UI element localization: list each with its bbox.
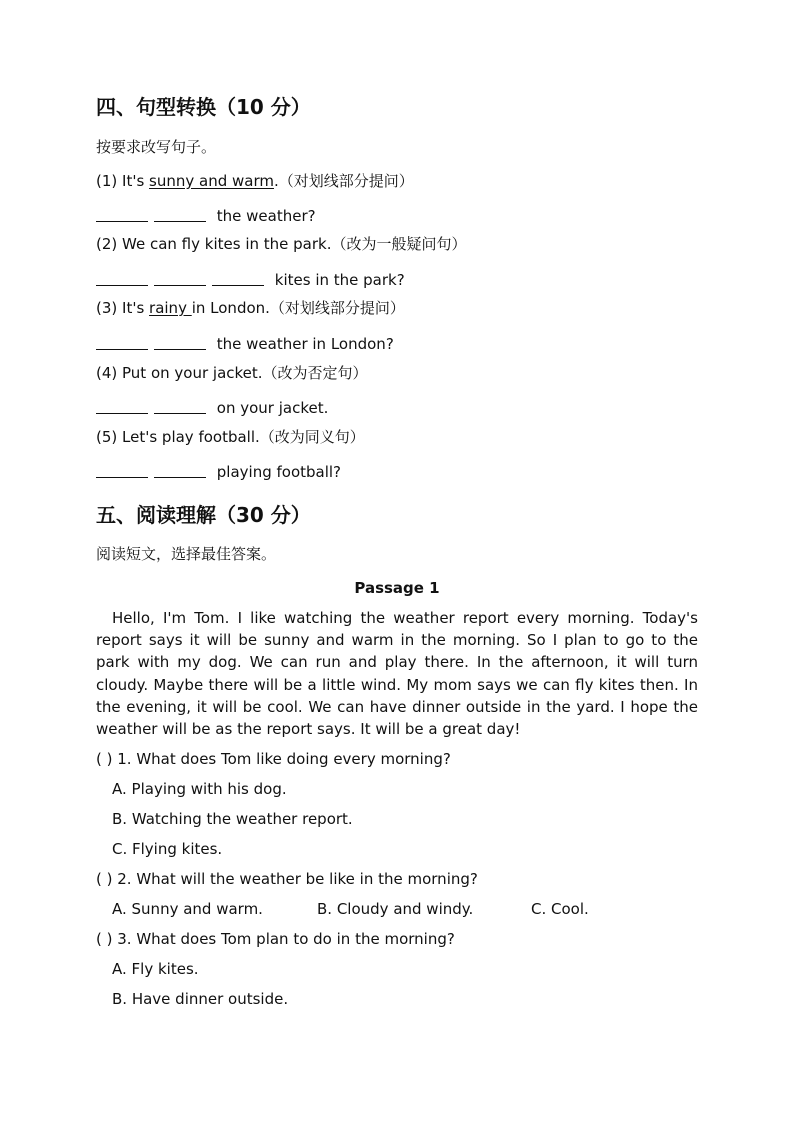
answer-1-text: the weather?: [212, 207, 316, 225]
section-5-instruction: 阅读短文，选择最佳答案。: [96, 545, 277, 563]
question-5: (5) Let's play football.（改为同义句）: [96, 428, 365, 446]
mc-option[interactable]: C. Flying kites.: [112, 840, 223, 858]
question-1-underlined: sunny and warm: [149, 172, 274, 190]
question-4: (4) Put on your jacket.（改为否定句）: [96, 364, 368, 382]
mc-question-2: ( ) 2. What will the weather be like in the morning?: [96, 870, 478, 888]
answer-line-5: [96, 462, 341, 482]
mc-option[interactable]: C. Cool.: [531, 900, 589, 918]
section-5-heading: 五、阅读理解（30 分）: [96, 503, 311, 527]
answer-line-3: [96, 334, 394, 354]
answer-2-text: kites in the park?: [270, 271, 405, 289]
question-1-pre: (1) It's: [96, 172, 150, 190]
question-2: (2) We can fly kites in the park.（改为一般疑问句）: [96, 235, 467, 253]
answer-line-1: [96, 206, 316, 226]
answer-blank[interactable]: [96, 399, 148, 414]
answer-blank[interactable]: [154, 271, 206, 286]
mc-option[interactable]: B. Have dinner outside.: [112, 990, 289, 1008]
answer-blank[interactable]: [154, 399, 206, 414]
answer-blank[interactable]: [96, 271, 148, 286]
answer-blank[interactable]: [96, 463, 148, 478]
mc-option[interactable]: B. Cloudy and windy.: [317, 900, 474, 918]
answer-4-text: on your jacket.: [212, 399, 329, 417]
passage-title: Passage 1: [354, 579, 440, 597]
section-4-heading: 四、句型转换（10 分）: [96, 95, 311, 119]
question-3-underlined: rainy: [149, 299, 192, 317]
mc-question-3: ( ) 3. What does Tom plan to do in the morning?: [96, 930, 455, 948]
answer-blank[interactable]: [212, 271, 264, 286]
question-1-post: .（对划线部分提问）: [273, 172, 414, 190]
passage-text: Hello, I'm Tom. I like watching the weather report every morning. Today's report says it will be sunny and warm in the morning. So I plan to go to the park with my dog. We can run and play there. In the afternoon, it will turn cloudy. Maybe there will be a little wind. My mom says we can fly kites then. In the evening, it will be cool. We can have dinner outside in the yard. I hope the weather will be as the report says. It will be a great day!: [96, 609, 698, 739]
question-3: [96, 298, 405, 318]
mc-option[interactable]: B. Watching the weather report.: [112, 810, 353, 828]
mc-option[interactable]: A. Fly kites.: [112, 960, 199, 978]
mc-question-1: ( ) 1. What does Tom like doing every morning?: [96, 750, 451, 768]
answer-blank[interactable]: [154, 207, 206, 222]
answer-5-text: playing football?: [212, 463, 342, 481]
answer-blank[interactable]: [96, 335, 148, 350]
question-1: [96, 171, 414, 191]
answer-blank[interactable]: [96, 207, 148, 222]
answer-blank[interactable]: [154, 463, 206, 478]
mc-option[interactable]: A. Sunny and warm.: [112, 900, 263, 918]
mc-option[interactable]: A. Playing with his dog.: [112, 780, 287, 798]
question-3-pre: (3) It's: [96, 299, 150, 317]
answer-line-2: [96, 270, 405, 290]
section-4-instruction: 按要求改写句子。: [96, 138, 217, 156]
question-3-post: in London.（对划线部分提问）: [191, 299, 405, 317]
answer-3-text: the weather in London?: [212, 335, 394, 353]
answer-blank[interactable]: [154, 335, 206, 350]
answer-line-4: [96, 398, 328, 418]
